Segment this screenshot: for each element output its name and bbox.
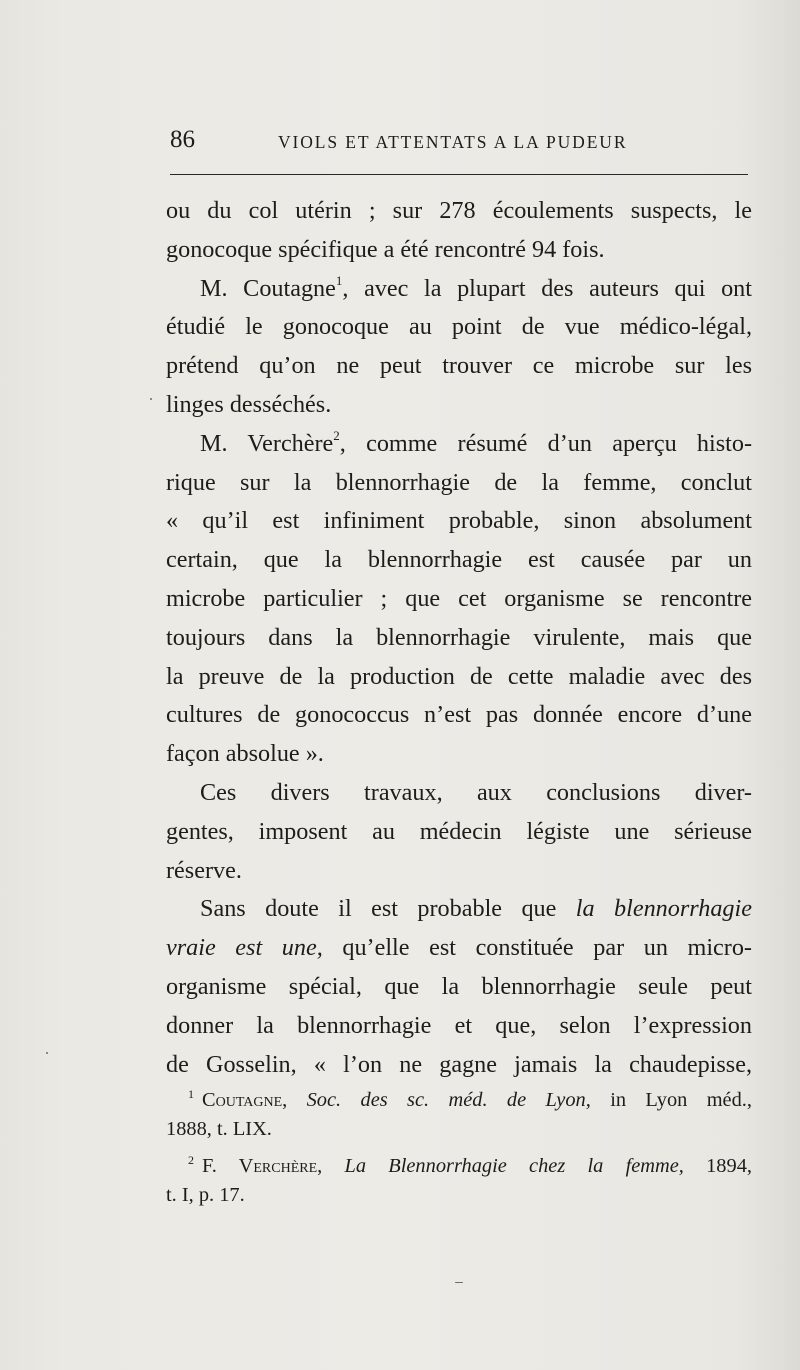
footnote-mark: 1 <box>188 1087 194 1101</box>
text-fragment: M. Verchère <box>200 429 334 457</box>
text-line: microbe particulier ; que cet organisme se rencontre <box>166 584 752 612</box>
text-line: la preuve de la production de cette maladie avec des <box>166 662 752 690</box>
text-line: réserve. <box>166 856 242 884</box>
text-line: donner la blennorrhagie et que, selon l’expression <box>166 1011 752 1039</box>
text-fragment: , avec la plupart des auteurs qui ont <box>342 274 752 302</box>
page-number: 86 <box>170 126 195 153</box>
text-fragment: , comme résumé d’un aperçu histo- <box>339 429 752 457</box>
text-line: rique sur la blennorrhagie de la femme, conclut <box>166 468 752 496</box>
footnotes <box>166 1086 752 1210</box>
text-line: gentes, imposent au médecin légiste une sérieuse <box>166 817 752 845</box>
text-line <box>166 890 752 929</box>
text-line: Ces divers travaux, aux conclusions diver- <box>200 778 752 806</box>
footnote-rest: in Lyon méd., <box>590 1089 752 1111</box>
text-line: certain, que la blennorrhagie est causée par un <box>166 546 752 574</box>
text-line: de Gosselin, « l’on ne gagne jamais la chaudepisse, <box>166 1050 752 1078</box>
header-rule <box>170 174 748 175</box>
text-line: gonocoque spécifique a été rencontré 94 fois. <box>166 235 605 263</box>
text-line: prétend qu’on ne peut trouver ce microbe sur les <box>166 352 752 380</box>
italic-fragment: vraie est une, <box>166 934 323 962</box>
text-fragment: Sans doute il est probable que <box>200 895 576 923</box>
text-line: « qu’il est infiniment probable, sinon absolument <box>166 507 752 535</box>
body-text <box>166 192 752 1084</box>
footnote-2 <box>166 1152 752 1181</box>
footnote-1 <box>166 1086 752 1115</box>
text-line: organisme spécial, que la blennorrhagie seule peut <box>166 972 752 1000</box>
paper-speck <box>46 1052 48 1054</box>
footnote-ref: 1 <box>335 272 343 288</box>
page-header <box>170 124 750 164</box>
text-line <box>166 929 752 968</box>
text-fragment: M. Coutagne <box>200 274 336 302</box>
text-line: ou du col utérin ; sur 278 écoulements suspects, le <box>166 197 752 224</box>
text-line <box>166 270 752 309</box>
paper-speck <box>455 1282 463 1283</box>
text-line: linges desséchés. <box>166 390 332 418</box>
text-fragment: qu’elle est constituée par un micro- <box>322 934 752 962</box>
paper-speck <box>150 398 152 400</box>
footnote-title: Soc. des sc. méd. de Lyon, <box>306 1089 591 1111</box>
footnote-1-cont: 1888, t. LIX. <box>166 1118 272 1140</box>
text-line: cultures de gonococcus n’est pas donnée encore d’une <box>166 701 752 729</box>
italic-fragment: la blennorrhagie <box>575 895 752 923</box>
text-line: étudié le gonocoque au point de vue médico-légal, <box>166 313 752 341</box>
footnote-rest: 1894, <box>683 1155 752 1177</box>
footnote-ref: 2 <box>333 427 340 443</box>
footnote-2-cont: t. I, p. 17. <box>166 1184 245 1206</box>
footnote-author: Coutagne, <box>202 1089 288 1111</box>
text-line: toujours dans la blennorrhagie virulente, mais que <box>166 623 752 651</box>
text-line <box>166 425 752 464</box>
running-title: VIOLS ET ATTENTATS A LA PUDEUR <box>278 132 628 152</box>
footnote-title: La Blennorrhagie chez la femme, <box>344 1155 684 1177</box>
text-line: façon absolue ». <box>166 740 324 768</box>
footnote-mark: 2 <box>188 1153 194 1167</box>
footnote-author: F. Verchère, <box>202 1155 323 1177</box>
